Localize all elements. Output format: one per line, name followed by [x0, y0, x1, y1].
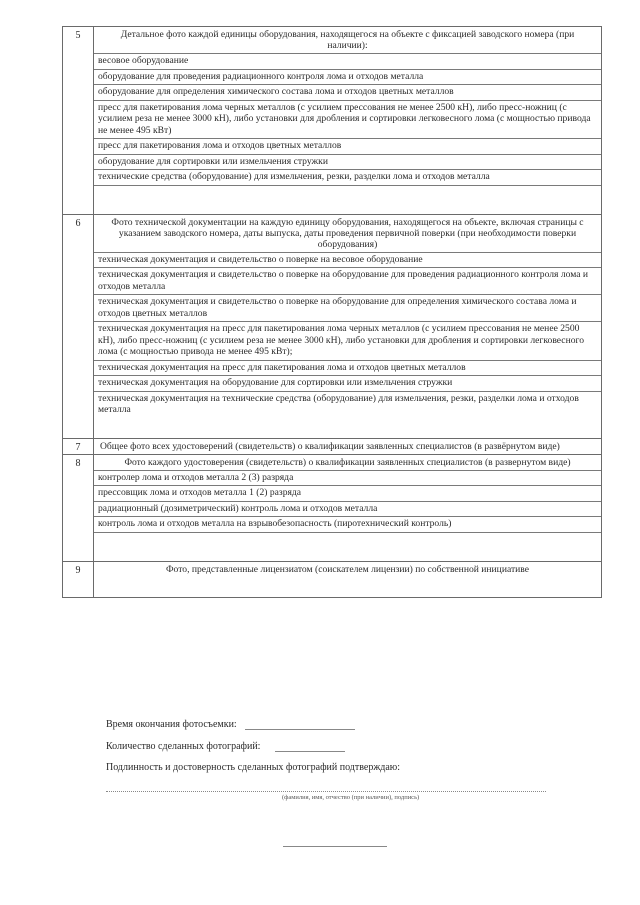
section-9-number: 9: [63, 561, 94, 597]
section-5-item: оборудование для проведения радиационного контроля лома и отходов металла: [94, 69, 601, 85]
section-6-spacer: [94, 418, 601, 438]
section-6-row: [63, 214, 602, 438]
section-6-item: техническая документация на пресс для пакетирования лома черных металлов (с усилием прессования не менее 2500 кН), либо пресс-ножниц (с усилием реза не менее 3000 кН), либо установки для дробления и сортировки легковесного лома (с мощностью привода не менее 495 кВт);: [94, 321, 601, 360]
section-8-item: прессовщик лома и отходов металла 1 (2) разряда: [94, 485, 601, 501]
section-6-item: техническая документация на технические средства (оборудование) для измельчения, резки, разделки лома и отходов металла: [94, 391, 601, 418]
section-5-spacer: [94, 200, 601, 214]
section-6-item: техническая документация на оборудование для сортировки или измельчения стружки: [94, 375, 601, 391]
section-9-row: [63, 561, 602, 597]
section-8-row: [63, 454, 602, 561]
section-7-content: [94, 438, 602, 454]
section-6-title: Фото технической документации на каждую единицу оборудования, находящегося на объекте, включая страницы с указанием заводского номера, даты выпуска, даты проведения первичной поверки (при необходимости поверки оборудования): [111, 216, 584, 250]
section-5-number: 5: [63, 27, 94, 215]
photo-checklist-table: [62, 26, 602, 598]
photo-count-label: Количество сделанных фотографий:: [106, 741, 261, 752]
section-7-number: 7: [63, 438, 94, 454]
section-8-item: контроль лома и отходов металла на взрывобезопасность (пиротехнический контроль): [94, 516, 601, 532]
section-7-title: Общее фото всех удостоверений (свидетельств) о квалификации заявленных специалистов (в развёрнутом виде): [100, 440, 560, 452]
bottom-signature-line[interactable]: [283, 846, 387, 847]
section-5-item: весовое оборудование: [94, 53, 601, 69]
photo-count-row: [106, 741, 345, 752]
end-time-label: Время окончания фотосъемки:: [106, 719, 237, 730]
section-9-title: Фото, представленные лицензиатом (соискателем лицензии) по собственной инициативе: [165, 563, 530, 575]
section-5-item: оборудование для определения химического состава лома и отходов цветных металлов: [94, 84, 601, 100]
section-7-row: [63, 438, 602, 454]
section-6-item: техническая документация и свидетельство о поверке на оборудование для проведения радиационного контроля лома и отходов металла: [94, 267, 601, 294]
section-8-item: радиационный (дозиметрический) контроль лома и отходов металла: [94, 501, 601, 517]
section-6-item: техническая документация на пресс для пакетирования лома и отходов цветных металлов: [94, 360, 601, 376]
confirm-label: Подлинность и достоверность сделанных фотографий подтверждаю:: [106, 762, 401, 773]
photo-count-field[interactable]: [275, 751, 345, 752]
section-6-item: техническая документация и свидетельство о поверке на оборудование для определения химического состава лома и отходов цветных металлов: [94, 294, 601, 321]
signature-caption: (фамилия, имя, отчество (при наличии), подпись): [282, 794, 420, 801]
section-5-title: Детальное фото каждой единицы оборудования, находящегося на объекте с фиксацией заводского номера (при наличии):: [120, 29, 575, 51]
section-5-item: технические средства (оборудование) для измельчения, резки, разделки лома и отходов металла: [94, 169, 601, 185]
section-5-blank-line: [94, 185, 601, 200]
section-6-number: 6: [63, 214, 94, 438]
end-time-field[interactable]: [245, 729, 355, 730]
section-6-content: [94, 214, 602, 438]
section-9-spacer: [94, 577, 601, 597]
section-5-item: оборудование для сортировки или измельчения стружки: [94, 154, 601, 170]
section-8-title: Фото каждого удостоверения (свидетельств) о квалификации заявленных специалистов (в развернутом виде): [124, 456, 571, 468]
section-5-item: пресс для пакетирования лома и отходов цветных металлов: [94, 138, 601, 154]
section-8-item: контролер лома и отходов металла 2 (3) разряда: [94, 470, 601, 486]
section-6-item: техническая документация и свидетельство о поверке на весовое оборудование: [94, 252, 601, 268]
section-8-spacer: [94, 547, 601, 561]
section-9-content: [94, 561, 602, 597]
section-8-number: 8: [63, 454, 94, 561]
signature-line[interactable]: [106, 790, 546, 792]
section-8-blank-line: [94, 532, 601, 547]
section-8-content: [94, 454, 602, 561]
section-5-content: [94, 27, 602, 215]
confirm-row: [106, 762, 400, 773]
end-time-row: [106, 719, 355, 730]
section-5-row: [63, 27, 602, 215]
section-5-item: пресс для пакетирования лома черных металлов (с усилием прессования не менее 2500 кН), либо пресс-ножниц (с усилием реза не менее 3000 кН), либо установки для дробления и сортировки легковесного лома (с мощностью привода не менее 495 кВт): [94, 100, 601, 139]
